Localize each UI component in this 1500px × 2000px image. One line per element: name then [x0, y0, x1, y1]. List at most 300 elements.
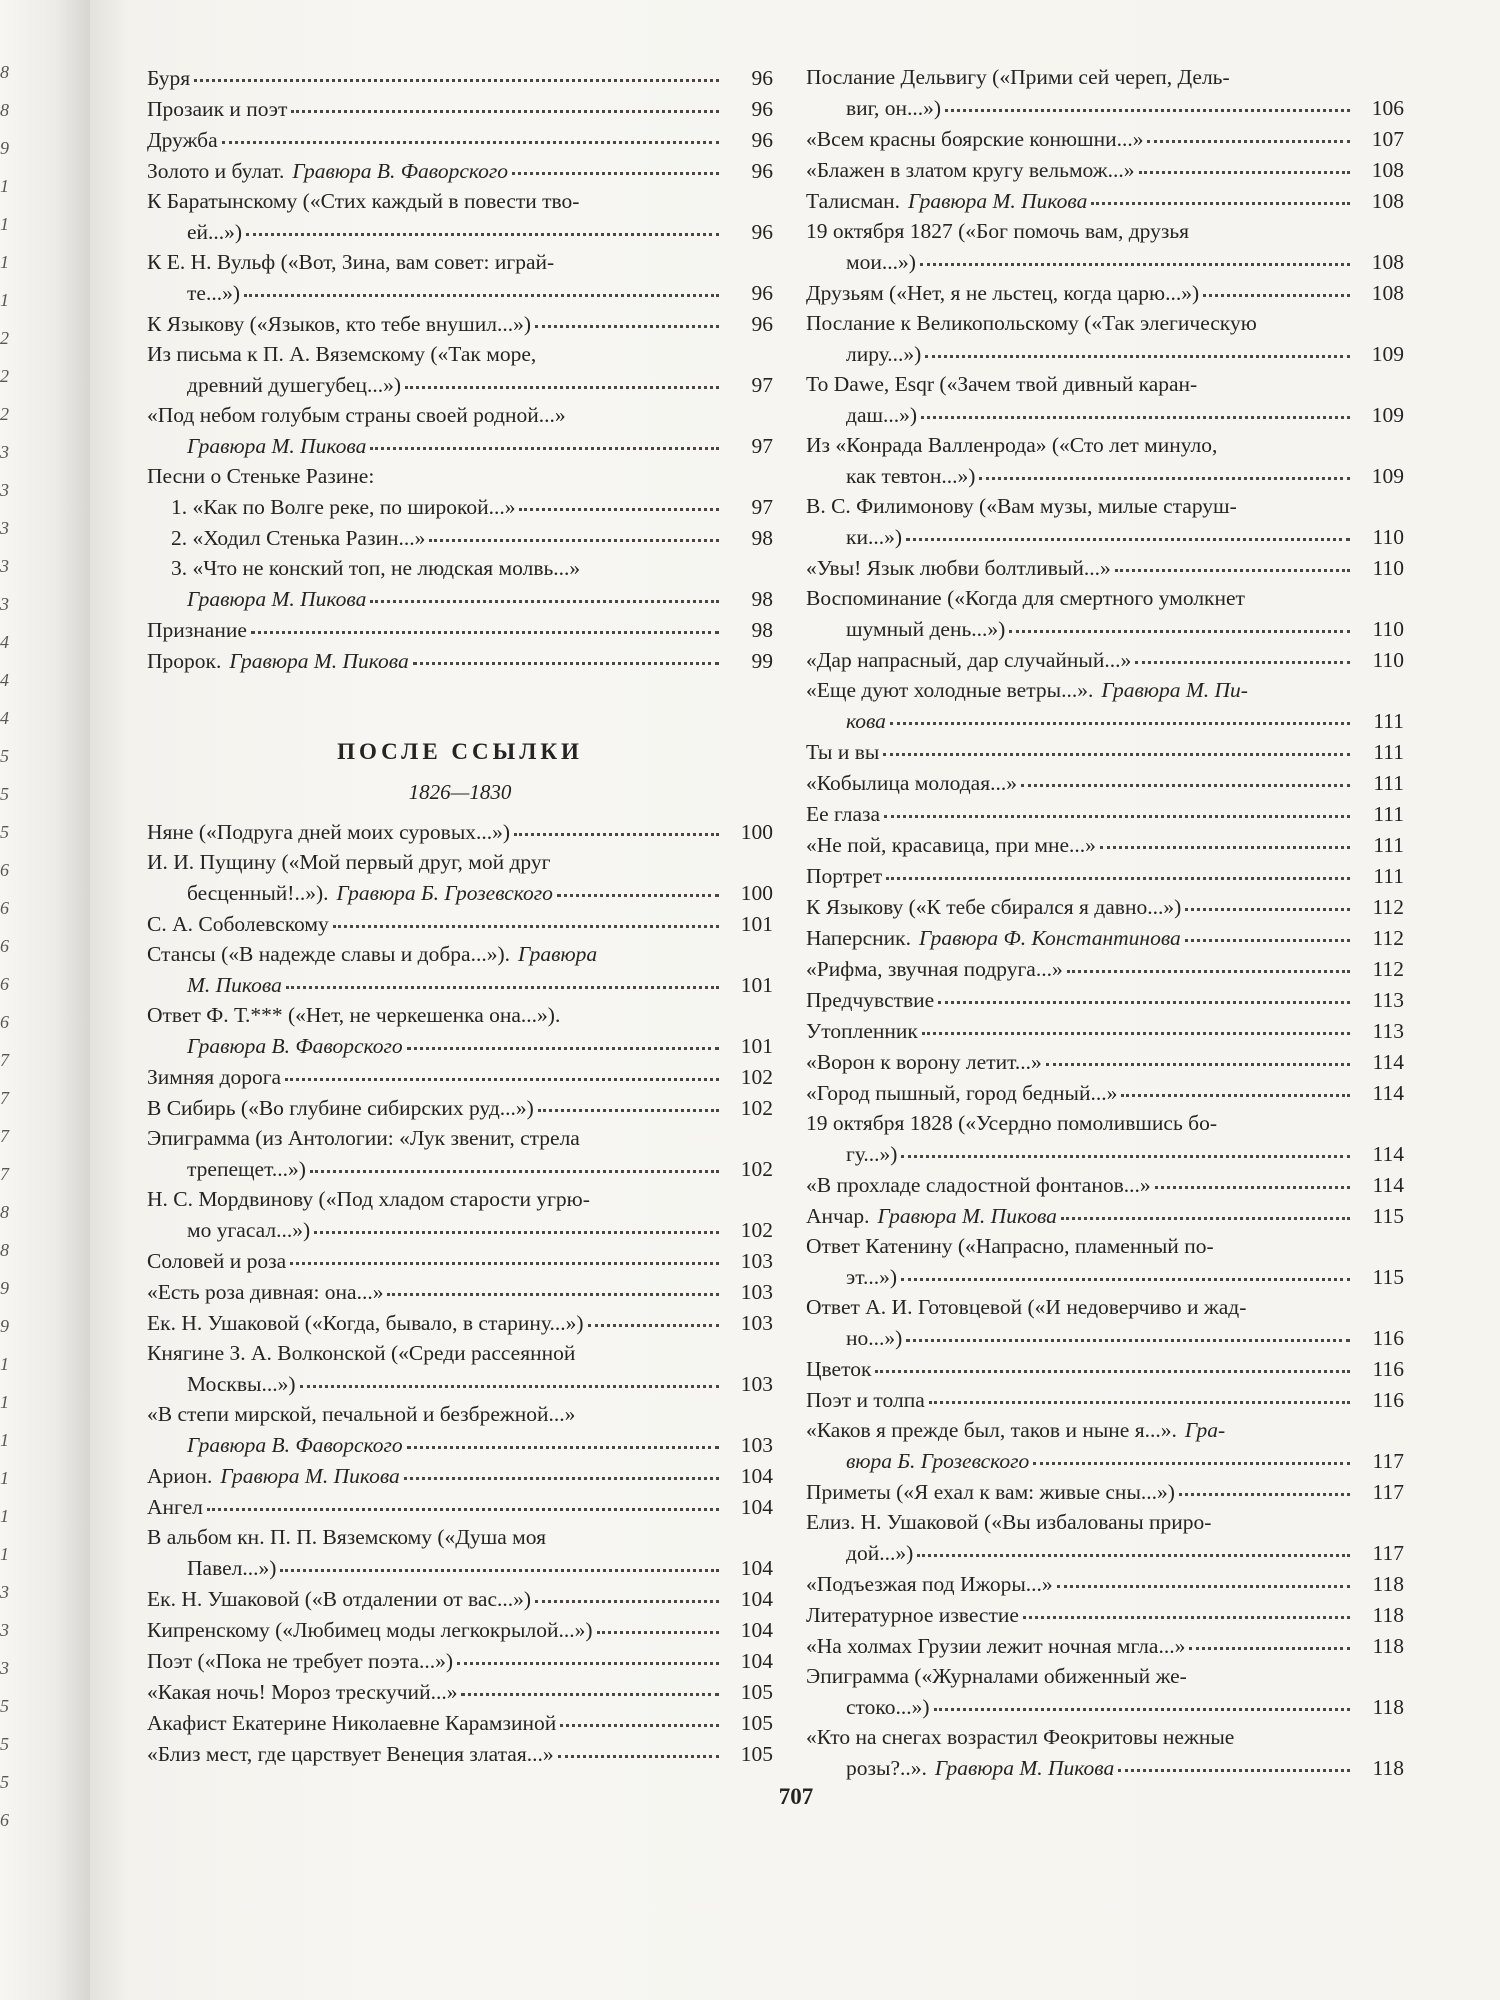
entry-title: Зимняя дорога [147, 1065, 282, 1089]
dot-leader [461, 1673, 719, 1696]
gutter-page-number: 7 [0, 1050, 9, 1070]
toc-entry [806, 767, 1404, 798]
dot-leader [1155, 1166, 1350, 1189]
dot-leader [945, 89, 1350, 112]
entry-engraving-credit: вюра Б. Грозевского [846, 1449, 1030, 1473]
entry-title: «Близ мест, где царствует Венеция златая...» [147, 1742, 554, 1766]
entry-engraving-credit: Гравюра М. Пикова [187, 587, 367, 611]
toc-entry-line [147, 1030, 773, 1061]
entry-page-number: 97 [751, 495, 773, 519]
entry-page-number: 111 [1373, 771, 1404, 795]
toc-entry [806, 1661, 1404, 1722]
entry-page-number: 110 [1372, 648, 1404, 672]
toc-entry-line [147, 93, 773, 124]
dot-leader [405, 366, 719, 389]
entry-title: «Дар напрасный, дар случайный...» [806, 648, 1132, 672]
entry-page-number: 96 [751, 281, 773, 305]
toc-entry [147, 1061, 773, 1092]
entry-title: «Каков я прежде был, таков и ныне я...». [806, 1418, 1177, 1442]
toc-entry-line [806, 399, 1404, 430]
toc-entry [806, 1722, 1404, 1783]
toc-entry-line [806, 613, 1404, 644]
entry-page-number: 110 [1372, 525, 1404, 549]
toc-entries-top [147, 62, 773, 676]
dot-leader [920, 243, 1350, 266]
toc-entry [147, 1123, 773, 1184]
toc-entry [147, 1338, 773, 1399]
gutter-page-number: 5 [0, 1696, 9, 1716]
toc-entry-line [147, 1061, 773, 1092]
entry-page-number: 109 [1371, 464, 1404, 488]
entry-title: Н. С. Мордвинову («Под хладом старости угрю- [147, 1187, 590, 1211]
toc-entry [806, 1353, 1404, 1384]
entry-page-number: 116 [1372, 1357, 1404, 1381]
dot-leader [886, 857, 1350, 880]
dot-leader [884, 795, 1350, 818]
entry-page-number: 110 [1372, 556, 1404, 580]
toc-entry-line [806, 491, 1404, 521]
gutter-page-number: 8 [0, 1202, 9, 1222]
toc-entry-line [806, 767, 1404, 798]
entry-title: розы?..». [846, 1756, 927, 1780]
toc-entry-line [147, 430, 773, 461]
toc-entry-line [806, 1231, 1404, 1261]
gutter-page-number: 5 [0, 784, 9, 804]
gutter-page-number: 3 [0, 556, 9, 576]
entry-page-number: 98 [751, 618, 773, 642]
gutter-page-number: 3 [0, 518, 9, 538]
toc-entry-line [147, 247, 773, 277]
entry-page-number: 115 [1372, 1204, 1404, 1228]
toc-entry [806, 369, 1404, 430]
toc-entry [806, 1415, 1404, 1476]
gutter-page-number: 4 [0, 632, 9, 652]
gutter-page-number: 1 [0, 1544, 9, 1564]
toc-entry-line [806, 460, 1404, 491]
toc-entry [806, 1200, 1404, 1231]
toc-entry-line [806, 1445, 1404, 1476]
entry-title: В альбом кн. П. П. Вяземскому («Душа моя [147, 1525, 546, 1549]
toc-entry-line [806, 1415, 1404, 1445]
dot-leader [1189, 1627, 1350, 1650]
toc-entry [806, 736, 1404, 767]
entry-page-number: 104 [740, 1556, 773, 1580]
toc-entry [806, 984, 1404, 1015]
toc-entry-line [147, 1614, 773, 1645]
toc-entry [806, 308, 1404, 369]
toc-entry-line [147, 277, 773, 308]
dot-leader [1057, 1565, 1350, 1588]
gutter-page-number: 6 [0, 898, 9, 918]
entry-title: Анчар. [806, 1204, 870, 1228]
toc-entry [806, 1384, 1404, 1415]
toc-entry [806, 185, 1404, 216]
entry-engraving-credit: Гравюра М. Пи- [1101, 678, 1248, 702]
toc-entry [147, 1092, 773, 1123]
gutter-page-number: 1 [0, 1468, 9, 1488]
dot-leader [906, 1319, 1350, 1342]
entry-page-number: 104 [740, 1464, 773, 1488]
entry-title: Ее глаза [806, 802, 881, 826]
dot-leader [938, 981, 1350, 1004]
dot-leader [387, 1273, 719, 1296]
entry-title: «Город пышный, город бедный...» [806, 1081, 1118, 1105]
entry-page-number: 103 [740, 1311, 773, 1335]
entry-title: лиру...») [846, 342, 922, 366]
toc-entry-line [147, 583, 773, 614]
dot-leader [1115, 549, 1350, 572]
dot-leader [1147, 120, 1350, 143]
toc-entry [147, 1184, 773, 1245]
entry-page-number: 103 [740, 1433, 773, 1457]
toc-entry [147, 247, 773, 308]
toc-entry [806, 1015, 1404, 1046]
toc-entry [806, 675, 1404, 736]
entry-title: Ангел [147, 1495, 203, 1519]
toc-entry [806, 1476, 1404, 1507]
dot-leader [290, 1242, 719, 1265]
toc-entry-line [147, 491, 773, 522]
toc-entry-line [806, 1322, 1404, 1353]
toc-entry [147, 645, 773, 676]
toc-entry-line [147, 1676, 773, 1707]
entry-title: ки...») [846, 525, 902, 549]
toc-entry [806, 216, 1404, 277]
toc-entry-line [147, 1522, 773, 1552]
entry-title: To Dawe, Esqr («Зачем твой дивный каран- [806, 372, 1198, 396]
entry-page-number: 100 [740, 881, 773, 905]
toc-entry-line [147, 1214, 773, 1245]
dot-leader [934, 1688, 1350, 1711]
toc-entry-line [806, 1384, 1404, 1415]
toc-entry [806, 1630, 1404, 1661]
toc-entry [147, 491, 773, 522]
gutter-page-number: 5 [0, 822, 9, 842]
gutter-page-number: 3 [0, 442, 9, 462]
dot-leader [300, 1365, 720, 1388]
toc-entry-line [806, 185, 1404, 216]
entry-page-number: 111 [1373, 709, 1404, 733]
toc-entry [147, 1245, 773, 1276]
entry-page-number: 103 [740, 1372, 773, 1396]
dot-leader [407, 1027, 719, 1050]
entry-title: «На холмах Грузии лежит ночная мгла...» [806, 1634, 1186, 1658]
toc-entry-line [147, 1000, 773, 1030]
entry-title: К Языкову («К тебе сбирался я давно...») [806, 895, 1182, 919]
dot-leader [1139, 151, 1350, 174]
toc-entry [806, 491, 1404, 552]
toc-entry [806, 1169, 1404, 1200]
toc-entry [806, 1507, 1404, 1568]
entry-title: трепещет...») [187, 1157, 306, 1181]
toc-entry-line [147, 339, 773, 369]
gutter-page-number: 5 [0, 746, 9, 766]
toc-entry [147, 400, 773, 461]
entry-page-number: 114 [1372, 1173, 1404, 1197]
dot-leader [558, 1735, 719, 1758]
toc-entries-section [147, 816, 773, 1769]
dot-leader [429, 519, 719, 542]
toc-entry [806, 891, 1404, 922]
gutter-page-number: 4 [0, 708, 9, 728]
entry-engraving-credit: Гравюра М. Пикова [187, 434, 367, 458]
toc-entry-line [806, 1599, 1404, 1630]
toc-entry-line [147, 1307, 773, 1338]
entry-page-number: 102 [740, 1096, 773, 1120]
toc-entry-line [806, 1661, 1404, 1691]
toc-entry [147, 1307, 773, 1338]
entry-title: Елиз. Н. Ушаковой («Вы избалованы приро- [806, 1510, 1212, 1534]
toc-entry [147, 1738, 773, 1769]
gutter-page-number: 1 [0, 1430, 9, 1450]
entry-title: Ответ Катенину («Напрасно, пламенный по- [806, 1234, 1214, 1258]
toc-entry [806, 1568, 1404, 1599]
toc-entry [806, 1077, 1404, 1108]
toc-entry [147, 1707, 773, 1738]
entry-title: Ответ А. И. Готовцевой («И недоверчиво и жад- [806, 1295, 1247, 1319]
entry-title: шумный день...») [846, 617, 1006, 641]
entry-page-number: 118 [1372, 1695, 1404, 1719]
entry-page-number: 112 [1372, 957, 1404, 981]
toc-entry [806, 62, 1404, 123]
toc-entry-line [806, 1630, 1404, 1661]
page-number: 707 [778, 1784, 814, 1809]
dot-leader [310, 1150, 719, 1173]
toc-entries-right [806, 62, 1404, 1783]
toc-entry-line [147, 308, 773, 339]
toc-entry-line [147, 1123, 773, 1153]
entry-title: Цветок [806, 1357, 872, 1381]
dot-leader [1023, 1596, 1350, 1619]
toc-entry [147, 1399, 773, 1460]
toc-entry [147, 124, 773, 155]
entry-title: 19 октября 1827 («Бог помочь вам, друзья [806, 219, 1190, 243]
dot-leader [1203, 274, 1350, 297]
toc-entry-line [147, 1552, 773, 1583]
dot-leader [1061, 1197, 1350, 1220]
toc-entry-line [806, 277, 1404, 308]
entry-engraving-credit: Гравюра М. Пикова [877, 1204, 1057, 1228]
entry-title: Стансы («В надежде славы и добра...»). [147, 942, 510, 966]
toc-entry-line [147, 1399, 773, 1429]
dot-leader [1185, 919, 1350, 942]
toc-entry-line [147, 1491, 773, 1522]
toc-entry-line [806, 736, 1404, 767]
entry-title: «Под небом голубым страны своей родной...» [147, 403, 566, 427]
toc-entry [147, 847, 773, 908]
dot-leader [1046, 1043, 1350, 1066]
entry-title: С. А. Соболевскому [147, 912, 329, 936]
dot-leader [291, 90, 719, 113]
entry-title: Соловей и роза [147, 1249, 287, 1273]
entry-page-number: 111 [1373, 833, 1404, 857]
dot-leader [404, 1457, 719, 1480]
dot-leader [922, 1012, 1350, 1035]
toc-entry [806, 644, 1404, 675]
entry-title: Арион. [147, 1464, 213, 1488]
entry-title: Кипренскому («Любимец моды легкокрылой...») [147, 1618, 593, 1642]
entry-page-number: 110 [1372, 617, 1404, 641]
entry-title: эт...») [846, 1265, 898, 1289]
entry-title: те...») [187, 281, 240, 305]
entry-engraving-credit: Гравюра Б. Грозевского [336, 881, 553, 905]
gutter-page-number: 9 [0, 1316, 9, 1336]
entry-title: 1. «Как по Волге реке, по широкой...» [171, 495, 516, 519]
toc-entry-line [147, 124, 773, 155]
entry-title: стоко...») [846, 1695, 930, 1719]
dot-leader [1100, 826, 1350, 849]
toc-entry [806, 860, 1404, 891]
dot-leader [285, 1058, 719, 1081]
entry-title: «В степи мирской, печальной и безбрежной...» [147, 1402, 576, 1426]
entry-title: Поэт и толпа [806, 1388, 925, 1412]
entry-page-number: 114 [1372, 1081, 1404, 1105]
toc-entry-line [806, 1015, 1404, 1046]
toc-entry-line [806, 521, 1404, 552]
dot-leader [921, 396, 1350, 419]
toc-entry-line [806, 1292, 1404, 1322]
toc-entry-line [147, 1184, 773, 1214]
entry-page-number: 102 [740, 1157, 773, 1181]
gutter-page-number: 9 [0, 138, 9, 158]
toc-entry-line [806, 1691, 1404, 1722]
gutter-page-number: 1 [0, 214, 9, 234]
entry-page-number: 113 [1372, 988, 1404, 1012]
entry-title: 19 октября 1828 («Усердно помолившись бо- [806, 1111, 1217, 1135]
entry-title: «Всем красны боярские конюшни...» [806, 127, 1144, 151]
entry-title: «Рифма, звучная подруга...» [806, 957, 1063, 981]
dot-leader [244, 274, 719, 297]
entry-page-number: 104 [740, 1587, 773, 1611]
toc-entry-line [147, 1338, 773, 1368]
entry-engraving-credit: Гравюра М. Пикова [934, 1756, 1115, 1780]
toc-left-column [147, 62, 773, 1769]
toc-entry-line [806, 1568, 1404, 1599]
entry-page-number: 107 [1371, 127, 1404, 151]
toc-entry-line [147, 1276, 773, 1307]
entry-title: как тевтон...») [846, 464, 976, 488]
entry-title: Ответ Ф. Т.*** («Нет, не черкешенка она...»). [147, 1003, 561, 1027]
entry-page-number: 104 [740, 1495, 773, 1519]
dot-leader [207, 1488, 719, 1511]
toc-entry [147, 1645, 773, 1676]
gutter-page-number: 2 [0, 328, 9, 348]
entry-title: древний душегубец...») [187, 373, 402, 397]
toc-entry-line [147, 155, 773, 186]
entry-title: даш...») [846, 403, 918, 427]
toc-entry-line [806, 552, 1404, 583]
toc-entry-line [147, 461, 773, 491]
entry-engraving-credit: Гравюра В. Фаворского [292, 159, 508, 183]
entry-page-number: 99 [751, 649, 773, 673]
toc-entry-line [806, 1507, 1404, 1537]
toc-entry-line [806, 154, 1404, 185]
gutter-page-number: 7 [0, 1126, 9, 1146]
entry-page-number: 111 [1373, 740, 1404, 764]
entry-page-number: 117 [1372, 1480, 1404, 1504]
entry-page-number: 112 [1372, 926, 1404, 950]
entry-title: «Увы! Язык любви болтливый...» [806, 556, 1111, 580]
entry-page-number: 114 [1372, 1142, 1404, 1166]
toc-entry [147, 553, 773, 614]
gutter-page-number: 2 [0, 366, 9, 386]
toc-entry-line [806, 1108, 1404, 1138]
gutter-page-number: 5 [0, 1734, 9, 1754]
toc-entry-line [806, 1261, 1404, 1292]
toc-entry-line [147, 1153, 773, 1184]
gutter-page-number: 2 [0, 404, 9, 424]
entry-title: Акафист Екатерине Николаевне Карамзиной [147, 1711, 557, 1735]
toc-entry [806, 922, 1404, 953]
entry-page-number: 111 [1373, 802, 1404, 826]
entry-engraving-credit: Гравюра М. Пикова [220, 1464, 400, 1488]
entry-page-number: 105 [740, 1742, 773, 1766]
entry-page-number: 108 [1371, 281, 1404, 305]
entry-title: Эпиграмма (из Антологии: «Лук звенит, стрела [147, 1126, 580, 1150]
toc-entry-line [806, 1046, 1404, 1077]
entry-page-number: 116 [1372, 1388, 1404, 1412]
entry-page-number: 111 [1373, 864, 1404, 888]
toc-entry-line [806, 62, 1404, 92]
entry-title: Наперсник. [806, 926, 911, 950]
toc-entry-line [806, 922, 1404, 953]
dot-leader [597, 1611, 720, 1634]
section-years: 1826—1830 [408, 780, 512, 804]
entry-title: 2. «Ходил Стенька Разин...» [171, 526, 426, 550]
entry-page-number: 96 [751, 220, 773, 244]
toc-entry-line [806, 1138, 1404, 1169]
dot-leader [979, 457, 1350, 480]
dot-leader [1021, 764, 1350, 787]
entry-title: 3. «Что не конский топ, не людская молвь...» [171, 556, 581, 580]
entry-title: Пророк. [147, 649, 222, 673]
toc-entry-line [147, 645, 773, 676]
toc-entry-line [147, 969, 773, 1000]
dot-leader [1179, 1473, 1350, 1496]
entry-page-number: 102 [740, 1218, 773, 1242]
gutter-page-number: 3 [0, 480, 9, 500]
entry-page-number: 96 [751, 159, 773, 183]
toc-right-column [806, 62, 1404, 1783]
toc-entry-line [806, 308, 1404, 338]
toc-entry [147, 62, 773, 93]
toc-entry-line [806, 92, 1404, 123]
toc-entry-line [806, 1476, 1404, 1507]
entry-page-number: 104 [740, 1649, 773, 1673]
entry-engraving-credit: Гравюра В. Фаворского [187, 1433, 403, 1457]
entry-title: Признание [147, 618, 247, 642]
entry-title: Из «Конрада Валленрода» («Сто лет минуло, [806, 433, 1218, 457]
dot-leader [251, 611, 719, 634]
entry-title: Предчувствие [806, 988, 935, 1012]
entry-title: Прозаик и поэт [147, 97, 288, 121]
toc-entry-line [806, 369, 1404, 399]
entry-engraving-credit: Гравюра М. Пикова [229, 649, 409, 673]
entry-page-number: 118 [1372, 1603, 1404, 1627]
toc-entry [806, 1599, 1404, 1630]
entry-page-number: 106 [1371, 96, 1404, 120]
entry-page-number: 96 [751, 128, 773, 152]
gutter-page-number: 3 [0, 594, 9, 614]
entry-page-number: 104 [740, 1618, 773, 1642]
toc-entry-line [806, 675, 1404, 705]
entry-title: Литературное известие [806, 1603, 1019, 1627]
dot-leader [535, 1580, 719, 1603]
gutter-page-number: 1 [0, 1506, 9, 1526]
entry-page-number: 109 [1371, 342, 1404, 366]
entry-page-number: 100 [740, 820, 773, 844]
entry-title: Друзьям («Нет, я не льстец, когда царю...») [806, 281, 1200, 305]
